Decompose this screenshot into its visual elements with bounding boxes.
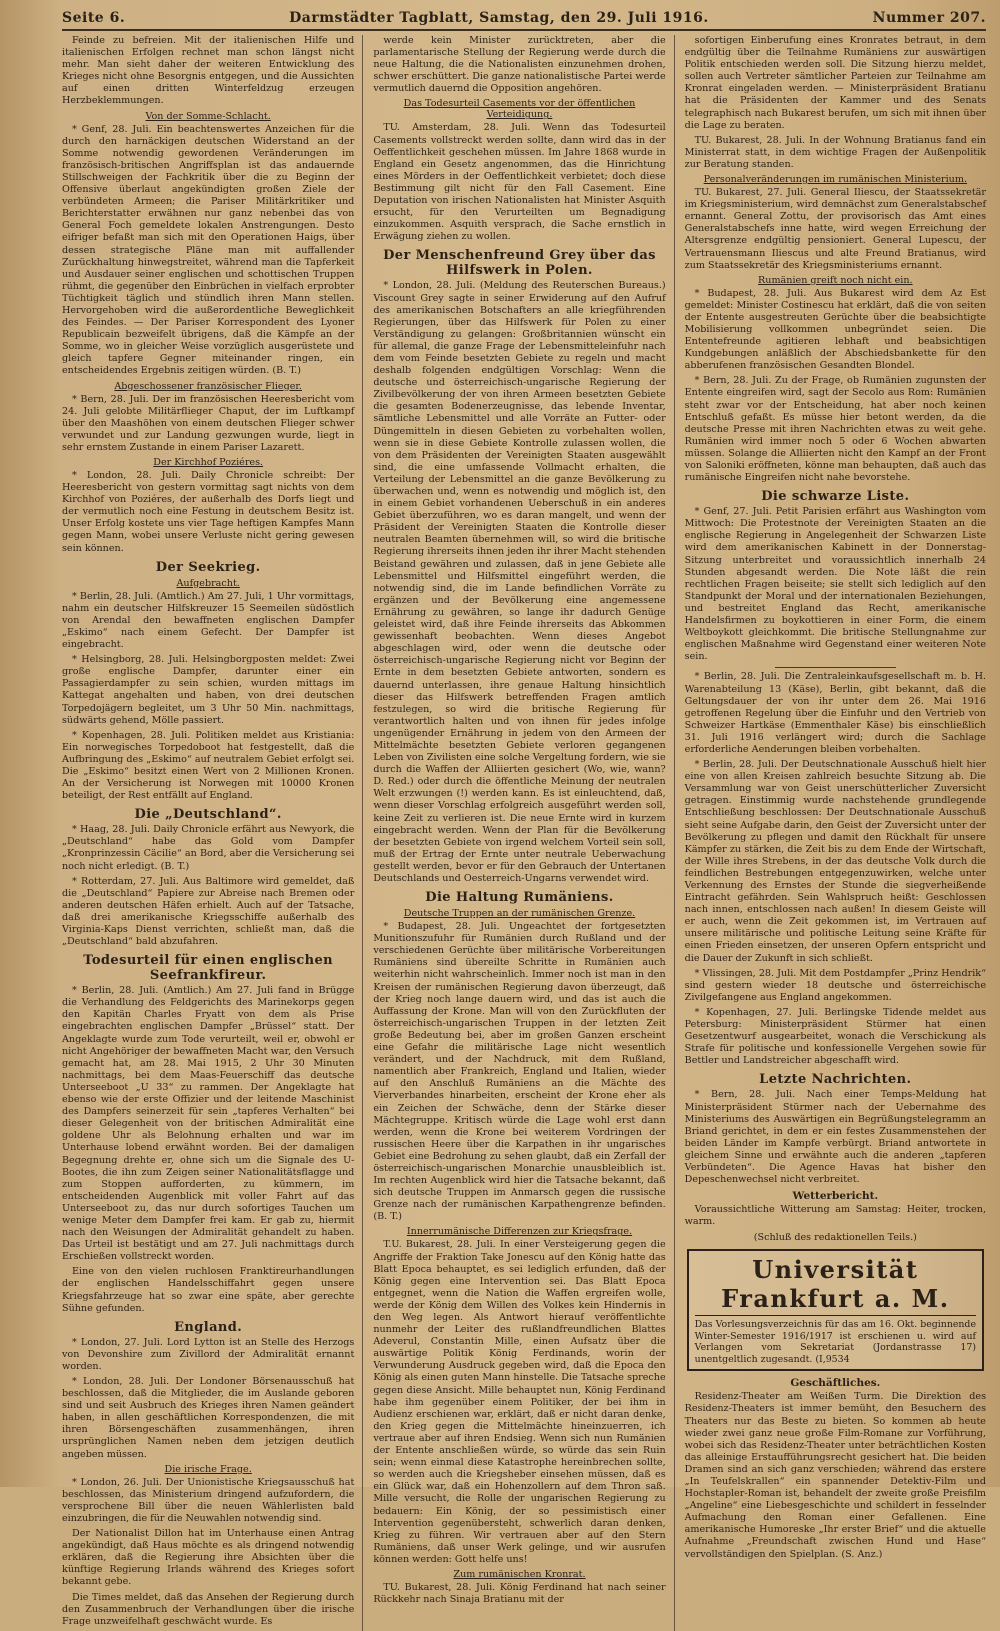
subheading-aufgebracht: Aufgebracht.	[176, 577, 240, 589]
article-continuation: sofortigen Einberufung eines Kronrates betraut, in dem endgültig über die Teilnahme Rumäniens zur auswärtigen Politik entschieden werden soll. Die Sitzung hierzu meldet, sollen auch Vertreter sämtlicher Parteien zur Teilnahme am Kronrat eingeladen werden. — Ministerpräsident Bratianu hat die Präsidenten der Kammer und des Senats telegraphisch nach Bukarest berufen, um sich mit ihnen über die Lage zu beraten.	[684, 35, 986, 131]
article-vlissingen: * Vlissingen, 28. Juli. Mit dem Postdampfer „Prinz Hendrik“ sind gestern wieder 18 deutsche und österreichische Zivilgefangene aus England angekommen.	[684, 967, 986, 1003]
article-london-boerse: * London, 28. Juli. Der Londoner Börsenausschuß hat beschlossen, daß die Mitglieder, die im Auslande geboren sind und seit Ausbruch des Krieges ihren Namen geändert haben, in allen geschäftlichen Korrespondenzen, die mit ihren Börsengeschäften zusammenhängen, ihren ursprünglichen Namen neben dem jetzigen deutlich angeben müssen.	[62, 1376, 355, 1460]
weather-forecast: Voraussichtliche Witterung am Samstag: Heiter, trocken, warm.	[684, 1204, 986, 1228]
page-number: Seite 6.	[62, 10, 126, 26]
article-times: Die Times meldet, daß das Ansehen der Regierung durch den Zusammenbruch der Verhandlungen über die irische Frage unzweifelhaft geschwächt wurde. Es	[62, 1591, 355, 1627]
heading-england: England.	[174, 1319, 243, 1335]
article-bukarest-epoca: T.U. Bukarest, 28. Juli. In einer Versteigerung gegen die Angriffe der Fraktion Take Jonescu auf den König hatte das Blatt Epoca behauptet, es sei lediglich erfunden, daß der König gegen eine Intervention sei. Das Blatt Epoca entgegnet, wenn die Nation die Waffen ergreifen wolle, werde der König dem Willen des Volkes kein Hindernis in den Weg legen. Als Antwort hierauf veröffentlichte nunmehr der Leiter des rußlandfreundlichen Blattes Adeverul, Constantin Mille, einen Aufsatz über die auswärtige Politik König Ferdinands, worin der Verwunderung Ausdruck gegeben wird, daß die Epoca den König als einen guten Mann hinstelle. Die Tatsache spreche gegen diese Ansicht. Mille behauptet nun, König Ferdinand habe ihm gegenüber einem Politiker, der bei ihm in Audienz erschienen war, erklärt, daß er nicht daran denke, den Krieg gegen die Mittelmächte hineinzuerren, ich vertraue aber auf ihren Endsieg. Wenn sich nun Rumänien der Entente anschließen würde, so würde das sein Ruin sein; wenn einmal diese Katastrophe hereinbrechen sollte, so werden auch die Kriegsheber einsehen müssen, daß es ein Glück war, daß ein Hohenzollern auf dem Thron saß. Mille versucht, die Rolle der ungarischen Regierung zu bedauern: Ein König, der so pessimistisch einer Intervention gegenübersteht, schwerlich daran denken, Krieg zu führen. Wir vertrauen aber auf den Stern Rumäniens, daß unser Werk gelinge, und wir ausrufen können werden: Gott helfe uns!	[373, 1239, 666, 1565]
newspaper-title: Darmstädter Tagblatt, Samstag, den 29. Juli 1916.	[289, 10, 709, 26]
masthead	[62, 10, 986, 31]
article-flieger: * Bern, 28. Juli. Der im französischen Heeresbericht vom 24. Juli gelobte Militärflieger Chaput, der im Luftkampf über den Maashöhen von einem deutschen Flieger schwer verwundet und zur Landung gezwungen wurde, liegt in sehr ernstem Zustande in einem Pariser Lazarett.	[62, 393, 355, 453]
heading-casement: Das Todesurteil Casements vor der öffentlichen Verteidigung.	[403, 98, 636, 121]
article-residenz-theater: Residenz-Theater am Weißen Turm. Die Direktion des Residenz-Theaters ist immer bemüht, den Besuchern des Theaters nur das Beste zu bieten. So kommen ab heute wieder zwei ganz neue große Film-Romane zur Vorführung, wobei sich das Residenz-Theater unter beträchtlichen Kosten das alleinige Erstaufführungsrecht gesichert hat. Die beiden Dramen sind an sich ganz verschieden; während das erstere „In Teufelskrallen“ ein spannender Detektiv-Film und Hochstapler-Roman ist, behandelt der zweite große Preisfilm „Angeline“ eine Liebesgeschichte und schildert in fesselnder Aufmachung den Roman einer Gefallenen. Eine amerikanische Humoreske „Ihr erster Brief“ und die aktuelle Aufnahme „Freundschaft zwischen Hund und Hase“ vervollständigen den Spielplan. (S. Anz.)	[684, 1391, 986, 1560]
article-helsingborg: * Helsingborg, 28. Juli. Helsingborgposten meldet: Zwei große englische Dampfer, darunter einer ein Passagierdampfer zu sein schien, wurden mittags im Kattegat angehalten und haben, von drei deutschen Torpedojägern begleitet, um 3 Uhr 50 Min. nachmittags, südwärts gehend, Mölle passiert.	[62, 654, 355, 726]
heading-greift-nicht-ein: Rumänien greift noch nicht ein.	[758, 274, 913, 286]
heading-rumaenien: Die Haltung Rumäniens.	[425, 890, 614, 906]
heading-somme: Von der Somme-Schlacht.	[145, 110, 271, 122]
article-bukarest-ministerrat: TU. Bukarest, 28. Juli. In der Wohnung Bratianus fand ein Ministerrat statt, in dem wichtige Fragen der Außenpolitik zur Beratung standen.	[684, 134, 986, 170]
heading-irische-frage: Die irische Frage.	[164, 1463, 252, 1475]
issue-number: Nummer 207.	[872, 10, 986, 26]
heading-wetterbericht: Wetterbericht.	[792, 1190, 879, 1203]
article-somme: * Genf, 28. Juli. Ein beachtenswertes Anzeichen für die durch den harnäckigen deutschen Widerstand an der Somme notwendig gewordenen Veränderungen im französisch-britischen Angriffsplan ist das andauernde Stillschweigen der Fachkritik über die zu Beginn der Offensive überlaut angekündigten großen Ziele der verbündeten Armeen; die Pariser Militärkritiker und Berichterstatter erwähnen nur ganz nebenbei das von General Foch gemeldete lokalen Anstrengungen. Desto eifriger befaßt man sich mit den Operationen Haigs, über dessen strategische Pläne man mit auffallender Zurückhaltung hinwegstreitet, während man die Tapferkeit und Ausdauer seiner englischen und schottischen Truppen rühmt, die gegenüber den Einbrüchen in vielfach erprobter Tüchtigkeit täglich und stündlich ihren Mann stellen. Hervorgehoben wird die außerordentliche Beweglichkeit des Feindes. — Der Pariser Korrespondent des Lyoner Republicain bezweifelt übrigens, daß die Kämpfe an der Somme, wo in gleicher Weise vorzüglich ausgerüstete und gleich tapfere Gegner miteinander ringen, ein entscheidendes Ergebnis zeitigen würden. (B. T.)	[62, 123, 355, 377]
ad-title: Universität Frankfurt a. M.	[695, 1255, 976, 1316]
divider	[775, 667, 896, 668]
column-2	[373, 35, 674, 1631]
article-rotterdam: * Rotterdam, 27. Juli. Aus Baltimore wird gemeldet, daß die „Deutschland“ Papiere zur Abreise nach Bremen oder anderen deutschen Häfen erhielt. Auch auf der Tatsache, daß drei amerikanische Kriegsschiffe außerhalb des Virginia-Kaps Dienst verrichten, schließt man, daß die „Deutschland“ bald abzufahren.	[62, 875, 355, 948]
article-personal: TU. Bukarest, 27. Juli. General Iliescu, der Staatssekretär im Kriegsministerium, wird demnächst zum Generalstabschef ernannt. General Zottu, der provisorisch das Amt eines Generalstabschefs inne hatte, wird wegen Erreichung der Altersgrenze endgültig pensioniert. General Lupescu, der Vertrauensmann Iliescus und alte Freund Bratianus, wird zum Staatssekretär des Kriegsministeriums ernannt.	[684, 187, 986, 271]
article-berlin-kaese: * Berlin, 28. Juli. Die Zentraleinkaufsgesellschaft m. b. H. Warenabteilung 13 (Käse), Berlin, gibt bekannt, daß die Geltungsdauer der von ihr unter dem 26. Mai 1916 getroffenen Regelung über die Einfuhr und den Vertrieb von Schweizer Hartkäse (Emmenthaler Käse) bis einschließlich 31. Juli 1916 verlängert wird; durch die Sachlage erforderliche Aenderungen bleiben vorbehalten.	[684, 671, 986, 755]
article-dillon: Der Nationalist Dillon hat im Unterhause einen Antrag angekündigt, daß Haus möchte es als dringend notwendig erklären, daß die Regierung ihre Absichten über die künftige Regierung Irlands während des Krieges sofort bekannt gebe.	[62, 1528, 355, 1588]
article-bern-briand: * Bern, 28. Juli. Nach einer Temps-Meldung hat Ministerpräsident Stürmer nach der Uebernahme des Ministeriums des Auswärtigen ein Begrüßungstelegramm an Briand gerichtet, in dem er ein festes Zusammenstehen der beiden Länder im Kampfe verbürgt. Briand antwortete in gleichem Sinne und erwähnte auch die anderen „tapferen Verbündeten“. Die Agence Havas hat bisher den Depeschenwechsel nicht verbreitet.	[684, 1089, 986, 1186]
ad-text: Das Vorlesungsverzeichnis für das am 16. Okt. beginnende Winter-Semester 1916/1917 ist erschienen u. wird auf Verlangen vom Sekretariat (Jordanstrasse 17) unentgeltlich zugesandt. (I,9534	[694, 1319, 976, 1365]
heading-flieger: Abgeschossener französischer Flieger.	[114, 380, 302, 392]
article-fryatt: * Berlin, 28. Juli. (Amtlich.) Am 27. Juli fand in Brügge die Verhandlung des Feldgerichts des Marinekorps gegen den Kapitän Charles Fryatt von dem als Prise eingebrachten englischen Dampfer „Brüssel“ statt. Der Angeklagte wurde zum Tode verurteilt, weil er, obwohl er nicht Angehöriger der bewaffneten Macht war, den Versuch gemacht hat, am 28. Mai 1915, 2 Uhr 30 Minuten nachmittags, bei dem Maas-Feuerschiff das deutsche Unterseeboot „U 33“ zu rammen. Der Angeklagte hat ebenso wie der erste Offizier und der leitende Maschinist des Dampfers seinerzeit für sein „tapferes Verhalten“ bei dieser Gelegenheit von der britischen Admiralität eine goldene Uhr als Belohnung erhalten und war im Unterhause lobend erwähnt worden. Bei der damaligen Begegnung drehte er, ohne sich um die Signale des U-Bootes, die ihn zum Zeigen seiner Nationalitätsflagge und zum Stoppen aufforderten, zu kümmern, im entscheidenden Augenblick mit voller Fahrt auf das Unterseeboot zu, das nur durch sofortiges Tauchen um wenige Meter dem Dampfer frei kam. Er gab zu, hiermit nach den Weisungen der Admiralität gehandelt zu haben. Das Urteil ist bestätigt und am 27. Juli nachmittags durch Erschießen vollstreckt worden.	[62, 985, 355, 1263]
article-berlin-eskimo: * Berlin, 28. Juli. (Amtlich.) Am 27. Juli, 1 Uhr vormittags, nahm ein deutscher Hilfskreuzer 15 Seemeilen südöstlich von Arendal den bewaffneten englischen Dampfer „Eskimo“ nach einem Gefecht. Der Dampfer ist eingebracht.	[62, 590, 355, 651]
article-kirchhof: * London, 28. Juli. Daily Chronicle schreibt: Der Heeresbericht von gestern vormittag sagt nichts von dem Kirchhof von Poziéres, der außerhalb des Dorfs liegt und der vermutlich noch eine Festung in deutschem Besitz ist. Unser Erfolg kostete uns vier Tage heftigen Kampfes Mann gegen Mann, wobei unsere Verluste nicht gering gewesen sein können.	[62, 470, 355, 554]
heading-differenzen: Innerrumänische Differenzen zur Kriegsfrage.	[406, 1226, 633, 1238]
article-london-union: * London, 26. Juli. Der Unionistische Kriegsausschuß hat beschlossen, das Ministerium dringend aufzufordern, die versprochene Bill über die neuen Wählerlisten bald einzubringen, die für die Neuwahlen notwendig sind.	[62, 1476, 355, 1524]
heading-deutschland: Die „Deutschland“.	[134, 807, 282, 823]
heading-schwarze-liste: Die schwarze Liste.	[761, 489, 910, 505]
article-kopenhagen: * Kopenhagen, 28. Juli. Politiken meldet aus Kristiania: Ein norwegisches Torpedoboot hat festgestellt, daß die Aufbringung des „Eskimo“ auf neutralem Gebiet erfolgt sei. Die „Eskimo“ besitzt einen Wert von 2 Millionen Kronen. An der Versicherung ist Norwegen mit 10000 Kronen beteiligt, der Rest entfällt auf England.	[62, 729, 355, 802]
heading-letzte-nachrichten: Letzte Nachrichten.	[759, 1072, 912, 1088]
end-of-editorial-notice: (Schluß des redaktionellen Teils.)	[753, 1232, 917, 1244]
heading-seekrieg: Der Seekrieg.	[155, 559, 261, 575]
article-budapest-costinescu: * Budapest, 28. Juli. Aus Bukarest wird dem Az Est gemeldet: Minister Costinescu hat erklärt, daß die von seiten der Entente ausgestreuten Gerüchte über die beabsichtigte Mobilisierung vollkommen unbegründet seien. Die Ententefreunde agitieren lebhaft und beabsichtigen Kundgebungen anläßlich der Abschiedsbankette für den abberufenen französischen Gesandten Blondel.	[684, 287, 986, 372]
article-bern-secolo: * Bern, 28. Juli. Zu der Frage, ob Rumänien zugunsten der Entente eingreifen wird, sagt der Secolo aus Rom: Rumänien steht zwar vor der Entscheidung, hat aber noch keinen Entschluß gefaßt. Es müsse hier betont werden, da die deutsche Presse mit ihren Nachrichten etwas zu weit gehe. Rumänien wird immer noch 5 oder 6 Wochen abwarten müssen. Solange die Alliierten nicht den Kampf an der Front von Saloniki eröffneten, könne man behaupten, daß auch das rumänische Eingreifen nicht nahe bevorstehe.	[684, 375, 986, 484]
article-bukarest-kronrat: TU. Bukarest, 28. Juli. König Ferdinand hat nach seiner Rückkehr nach Sinaja Bratianu mit der	[373, 1581, 666, 1606]
heading-geschaeftliches: Geschäftliches.	[790, 1377, 881, 1390]
article-genf: * Genf, 27. Juli. Petit Parisien erfährt aus Washington vom Mittwoch: Die Protestnote der Vereinigten Staaten an die englische Regierung in Angelegenheit der Schwarzen Liste wird dem amerikanischen Kabinett in der Donnerstag-Sitzung unterbreitet und voraussichtlich innerhalb 24 Stunden abgesandt werden. Die Note läßt die rein rechtlichen Fragen beiseite; sie stellt sich lediglich auf den Standpunkt der Moral und der internationalen Beziehungen, und bestreitet England das Recht, amerikanische Handelsfirmen zu boykottieren in einer Form, die einem Weltboykott gleichkommt. Die britische Stellungnahme zur englischen Maßnahme wird Gegenstand einer weiteren Note sein.	[684, 506, 986, 663]
advertisement-universitaet	[687, 1249, 984, 1371]
columns	[62, 35, 986, 1627]
article-continuation: Feinde zu befreien. Mit der italienischen Hilfe und italienischen Erfolgen rechnet man schon längst nicht mehr. Man sieht daher der weiteren Entwicklung des Krieges nicht ohne Besorgnis entgegen, und die Aussichten auf einen dritten Winterfeldzug erzeugen Herzbeklemmungen.	[62, 35, 355, 107]
column-1	[62, 35, 363, 1631]
subheading-truppen: Deutsche Truppen an der rumänischen Grenze.	[403, 908, 636, 920]
article-grey: * London, 28. Juli. (Meldung des Reuterschen Bureaus.) Viscount Grey sagte in seiner Erwiderung auf den Aufruf des amerikanischen Botschafters an alle kriegführenden Regierungen, über das Hilfswerk für Polen zu einer Verständigung zu gelangen: Großbritannien wünscht ein für allemal, die ganze Frage der Lebensmitteleinfuhr nach dem vom Feinde besetzten Gebiete zu regeln und macht deshalb folgenden endgültigen Vorschlag: Wenn die deutsche und österreichisch-ungarische Regierung der Zivilbevölkerung der von ihren Armeen besetzten Gebiete die gesamten Bodenerzeugnisse, das lebende Inventar, sämtliche Lebensmittel und alle Vorräte an Futter- oder Düngemitteln in diesen Gebieten zu vorbehalten wollen, wenn sie in diese Gebiete Kontrolle zulassen wollen, die von dem Präsidenten der Vereinigten Staaten ausgewählt sind, die eine umfassende Vollmacht erhalten, die Verteilung der Lebensmittel an die ganze Bevölkerung zu überwachen und, wenn es notwendig und möglich ist, den in einem Gebiet vorhandenen Ueberschuß in ein anderes Gebiet überzuführen, wo es daran mangelt, und wenn der Präsident der Vereinigten Staaten die Kontrolle dieser neutralen Beamten übernehmen will, so wird die britische Regierung ihrerseits ihnen jeden ihr ihrer Macht stehenden Beistand gewähren und zulassen, daß in jene Gebiete alle Lebensmittel und Hilfsmittel eingeführt werden, die notwendig sind, die im Lande befindlichen Vorräte zu ergänzen und der Bevölkerung eine angemessene Ernährung zu gewähren, so lange ihr dadurch Genüge geleistet wird, daß ihre Feinde ihrerseits das Abkommen gewissenhaft beobachten. Wenn dieses Angebot abgeschlagen wird, oder wenn die deutsche oder österreichisch-ungarische Regierung nicht vor Beginn der Ernte in dem besetzten Gebiete antworten, sondern es dauernd unterlassen, ihre genaue Haltung hinsichtlich dieser das Hilfswerk betreffenden Fragen amtlich festzulegen, so wird die britische Regierung für verantwortlich halten und von ihnen für jedes infolge ungenügender Ernährung in jedem von den Armeen der Mittelmächte besetzten Gebiete verloren gegangenen Leben von Zivilisten eine solche Vergeltung fordern, wie sie durch die Waffen der Alliierten gesichert (Wo, wie, wann? D. Red.) oder durch die öffentliche Meinung der neutralen Welt erzwungen (!) werden kann. Es ist einleuchtend, daß, wenn dieser Vorschlag erfolgreich ausgeführt werden soll, keine Zeit zu verlieren ist. Die neue Ernte wird in kurzem eingebracht werden. Wenn der Plan für die Bevölkerung der besetzten Gebiete von irgend welchem Vorteil sein soll, muß der Ertrag der Ernte unter neutrale Ueberwachung gestellt werden, bevor er für den Gebrauch der Untertanen Deutschlands und Oesterreich-Ungarns verwendet wird.	[373, 280, 666, 884]
column-3	[685, 35, 986, 1631]
article-budapest: * Budapest, 28. Juli. Ungeachtet der fortgesetzten Munitionszufuhr für Rumänien durch Rußland und der verschiedenen Gerüchte über militärische Vorbereitungen Rumäniens sind übereilte Schritte in Rumänien auch weiterhin nicht wahrscheinlich. Immer noch ist man in den Kreisen der rumänischen Regierung davon überzeugt, daß der Krieg noch lange dauern wird, und das ist auch die Auffassung der Krone. Man will von den Zurückfluten der österreichisch-ungarischen Truppen in der letzten Zeit große Bedeutung bei, aber im großen Ganzen erscheint eine Gefahr die militärische Lage nicht wesentlich verändert, und der Nachdruck, mit dem Rußland, namentlich aber Frankreich, England und Italien, wieder auf den Anschluß Rumäniens an die Mächte des Vierverbandes hinarbeiten, erscheint der Krone eher als ein Zeichen der Schwäche, denn der Stärke dieser Mächtegruppe. Kritisch würde die Lage wohl erst dann werden, wenn die Krone bei weiterem Vordringen der russischen Heere über die Karpathen in ihr ungarisches Gebiet eine Bedrohung zu sehen glaubt, daß ein Zerfall der österreichisch-ungarischen Monarchie unausbleiblich ist. Im rechten Augenblick wird hier die Tatsache bekannt, daß sich deutsche Truppen im Anmarsch gegen die russische Grenze nach der rumänischen Karpathengrenze befinden. (B. T.)	[373, 921, 666, 1223]
heading-personal: Personalveränderungen im rumänischen Ministerium.	[703, 174, 967, 186]
article-fryatt-comment: Eine von den vielen ruchlosen Franktireurhandlungen der englischen Handelsschiffahrt gegen unsere Kriegsfahrzeuge hat so zwar eine späte, aber gerechte Sühne gefunden.	[62, 1266, 355, 1314]
article-haag: * Haag, 28. Juli. Daily Chronicle erfährt aus Newyork, die „Deutschland“ habe das Gold vom Dampfer „Kronprinzessin Cäcilie“ an Bord, aber die Versicherung sei noch nicht erledigt. (B. T.)	[62, 824, 355, 872]
article-continuation: werde kein Minister zurücktreten, aber die parlamentarische Stellung der Regierung werde durch die neue Haltung, die die Nationalisten einzunehmen drohen, schwer erschüttert. Die ganze nationalistische Partei werde vermutlich dauernd die Opposition angehören.	[373, 35, 666, 95]
article-berlin-ausschuss: * Berlin, 28. Juli. Der Deutschnationale Ausschuß hielt hier eine von allen Kreisen zahlreich besuchte Sitzung ab. Die Versammlung war von Geist unerschütterlicher Zuversicht getragen. Einstimmig wurde nachstehende grundlegende Entschließung beschlossen: Der Deutschnationale Ausschuß sieht seine Aufgabe darin, den Geist der Zuversicht unter der Bevölkerung zu pflegen und damit den Rückhalt für unsere Kämpfer zu stärken, die Zeit bis zu dem Ende der Wirtschaft, der Wille ihres Strebens, in der das deutsche Volk durch die feindlichen Bestrebungen entgegenzuwirken, welche unter Verkennung des Ernstes der Stunde die siegverheißende Eintracht gefährden. Sein Wahlspruch heißt: Geschlossen nach innen, entschlossen nach außen! In diesem Geiste will er auch, wenn die Zeit gekommen ist, im Vertrauen auf unsere militärische und politische Leitung seine Kräfte für einen Frieden einsetzen, der unseren Opfern entspricht und die Dauer der Zukunft in sich schließt.	[684, 759, 986, 964]
article-kopenhagen-stuermer: * Kopenhagen, 27. Juli. Berlingske Tidende meldet aus Petersburg: Ministerpräsident Stürmer hat einen Gesetzentwurf ausgearbeitet, wonach die Verschickung als Strafe für politische und konfessionelle Vergehen sowie für Bettler und Landstreicher abgeschafft wird.	[684, 1006, 986, 1067]
heading-grey: Der Menschenfreund Grey über das Hilfswerk in Polen.	[383, 248, 656, 279]
article-casement: TU. Amsterdam, 28. Juli. Wenn das Todesurteil Casements vollstreckt werden sollte, dann wird das in der Oeffentlichkeit geschehen müssen. Im Jahre 1868 wurde in England ein Gesetz angenommen, das die Hinrichtung eines Mörders in der Oeffentlichkeit verbietet; doch diese Bestimmung gilt nicht für den Fall Casement. Eine Deputation von irischen Nationalisten hat Minister Asquith ersucht, für den Verurteilten um Begnadigung einzukommen. Asquith versprach, die Sache ernstlich in Erwägung ziehen zu wollen.	[373, 122, 666, 243]
heading-kirchhof: Der Kirchhof Poziéres.	[153, 457, 264, 468]
heading-todesurteil: Todesurteil für einen englischen Seefrankfireur.	[83, 953, 334, 984]
article-london-lytton: * London, 27. Juli. Lord Lytton ist an Stelle des Herzogs von Devonshire zum Zivillord der Admiralität ernannt worden.	[62, 1336, 355, 1372]
heading-kronrat: Zum rumänischen Kronrat.	[453, 1568, 586, 1580]
